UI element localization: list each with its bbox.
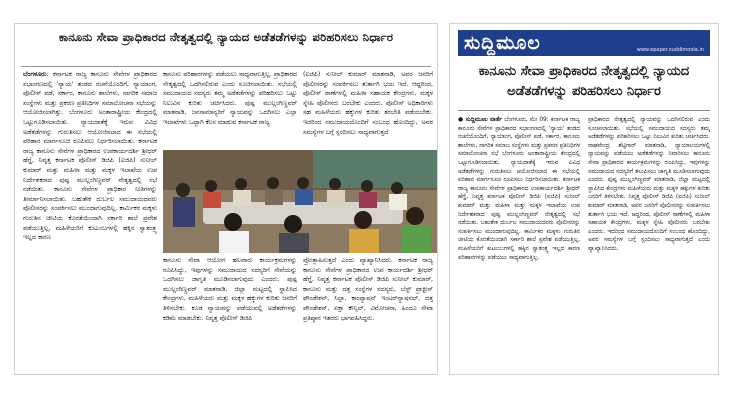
article-column-4-text: ಕಾನೂನು ಸೇವಾ ಆಯೋಗ ಹಲವಾರು ಕಾರ್ಯಕ್ರಮಗಳನ್ನು ರೂಪಿಸಿದ್ದು, ಇವುಗಳನ್ನು ಸಮುದಾಯದ ಸದಸ್ಯರಿಗೆ ಸೇವೆಯನ್ನು ಒದಗಿಸಲು ಜಾಗೃತಿ ಮೂಡಿಸಲಾಗುವುದು ಎಂದರು. ಪುಷ್ಪ ಮುಲ್ಲಂಗಿಣ್ಣವರ್ ಮಾತನಾಡಿ, ಜಿಲ್ಲಾ ಮಟ್ಟದಲ್ಲಿ ಸ್ಥಾಪಿಸಿದ ಕೇಂದ್ರಗಳು, ಮಹಿಳೆಯರು ಮತ್ತು ಮಕ್ಕಳ ಹಕ್ಕುಗಳ ಕುರಿತು ಜನರಿಗೆ ತಿಳಿಸಬೇಕು. ಕೂಡ ನ್ಯಾಯವನ್ನು ಪಡೆಯುವಲ್ಲಿ ಅಡೆತಡೆಗಳನ್ನು ಕಡಿಮೆ ಮಾಡಬೇಕು. ನಿವೃತ್ತ ಪೊಲೀಸ್ ಡಿಜಿಪಿ	[163, 257, 297, 322]
headline-divider	[21, 66, 431, 67]
clipping-headline-right: ಕಾನೂನು ಸೇವಾ ಪ್ರಾಧಿಕಾರದ ನೇತೃತ್ವದಲ್ಲಿ ನ್ಯಾಯದ ಅಡೆತಡೆಗಳನ್ನು ಪರಿಹರಿಸಲು ನಿರ್ಧಾರ	[478, 64, 690, 99]
clipping-headline: ಕಾನೂನು ಸೇವಾ ಪ್ರಾಧಿಕಾರದ ನೇತೃತ್ವದಲ್ಲಿ ನ್ಯಾಯದ ಅಡೆತಡೆಗಳನ್ನು ಪರಿಹರಿಸಲು ನಿರ್ಧಾರ	[58, 30, 394, 44]
article-column-4	[163, 256, 297, 372]
meeting-photo	[163, 150, 438, 253]
headline-divider-right	[458, 110, 710, 111]
article-column-3-text: (ಐಜಿಪಿ) ಸುನೀಲ್ ಕುಮಾರ್ ಮಾತನಾಡಿ, ಅವರ ಜನರಿಗೆ ಪೊಲೀಸರನ್ನು ಸಂಪರ್ಕಿಸಲು ತುರ್ತಾಗಿ ಭಯ ಇದೆ. ಆದ್ದರಿಂದ, ಪೊಲೀಸ್ ಠಾಣೆಗಳಲ್ಲಿ ಮಹಿಳಾ ಸಹಾಯಕ ಕೇಂದ್ರಗಳು, ಮಕ್ಕಳ ಸ್ನೇಹಿ ಪೊಲೀಸರು ಬರಬೇಕು ಎಂದರು. ಪೊಲೀಸ್ ಅಧಿಕಾರಿಗಳು ಸಹ ಮಹಿಳೆಯರು ಹಕ್ಕುಗಳ ಕುರಿತು ತರಬೇತಿ ಪಡೆಯಬೇಕು. ಇದರಿಂದ ಸಮುದಾಯದೊಂದಿಗೆ ಸಂಬಂಧ ಹೊಂದಿದ್ದು, ಅವರ ಸಮಸ್ಯೆಗಳ ಬಗ್ಗೆ ಸ್ಪಂದಿಸಲು ಸಾಧ್ಯವಾಗುತ್ತದೆ	[303, 71, 433, 136]
article-column-2	[163, 70, 297, 148]
article-column-1	[23, 70, 157, 372]
newspaper-masthead	[458, 30, 710, 56]
article-byline: ● ಸುದ್ದಿಮೂಲ ವಾರ್ತೆ	[458, 117, 503, 123]
newspaper-clipping-right	[449, 23, 719, 375]
article-column-right-2	[588, 116, 710, 370]
masthead-title: ಸುದ್ದಿಮೂಲ	[464, 32, 541, 54]
article-column-2-text: ಕಾನೂನು ಪರಿಹಾರಗಳನ್ನು ಪಡೆಯಲು ಸಾಧ್ಯವಾಗುತ್ತಿಲ್ಲ. ಪ್ರಾಧಿಕಾರದ ನೇತೃತ್ವದಲ್ಲಿ ಒದಗಿಸಲಿರುವ ಎಂದು ಸೂಚಿಸಲಾಯಿತು. ಸಭೆಯಲ್ಲಿ ಸಮುದಾಯದ ಸದಸ್ಯರು ತಮ್ಮ ಅಡೆತಡೆಗಳನ್ನು ಪರಿಹರಿಸಲು ಒಟ್ಟು ನಿಲುವಿನ ಕುರಿತು ಚರ್ಚಿಸಿದರು. ಪುಷ್ಪ ಮುಲ್ಲಂಗಿಣ್ಣವರ್ ಮಾತನಾಡಿ, ಜನಸಾಮಾನ್ಯರಿಗೆ ನ್ಯಾಯವನ್ನು ಒದಗಿಸಲು ಎಲ್ಲಾ ಇಲಾಖೆಗಳು ಒಟ್ಟಾಗಿ ಕೆಲಸ ಮಾಡುವ ಕರ್ನಾಟಕ ರಾಜ್ಯ	[163, 71, 297, 126]
article-column-1-text: : ಕರ್ನಾಟಕ ರಾಜ್ಯ ಕಾನೂನು ಸೇವೆಗಳ ಪ್ರಾಧಿಕಾರದ ಸಭಾಂಗಣದಲ್ಲಿ 'ನ್ಯಾಯ' ತಂಡದ ರಚನೆಯೊಂದಿಗೆ, ನ್ಯಾಯಾಂಗ, ಪೊಲೀಸ್ ಪಡೆ, ಸರ್ಕಾರ, ಕಾನೂನು ಶಾಲೆಗಳು, ನಾಗರಿಕ ಸಮಾಜ ಸಂಸ್ಥೆಗಳು ಮತ್ತು ಪ್ರಕರಣ ಪ್ರತಿನಿಧಿಗಳ ಸಮಾಲೋಚನಾ ಸಭೆಯನ್ನು ಆಯೋಜಿಸಲಾಗಿತ್ತು. ಬೆಂಗಳೂರು ಅಂತಾರಾಷ್ಟ್ರೀಯ ಕೇಂದ್ರದಲ್ಲಿ ಒಟ್ಟುಗೂಡಿಸಲಾಯಿತು. ನ್ಯಾಯದಾತೆಕ್ಕೆ ಇರುವ ವಿವಿಧ ಅಡೆತಡೆಗಳನ್ನು ಗುರುತಿಸಲು ಆಯೋಜಿಸಲಾದ ಈ ಸಭೆಯಲ್ಲಿ ಪರಿಹಾರ ಮಾರ್ಗಸೂಚಿ ರೂಪಿಸಲು ನಿರ್ಧರಿಸಲಾಯಿತು. ಕರ್ನಾಟಕ ರಾಜ್ಯ ಕಾನೂನು ಸೇವೆಗಳ ಪ್ರಾಧಿಕಾರದ ಉಪಕಾರ್ಯದರ್ಶಿ ಶ್ರೀಧರ್ ಹೆಗ್ಡೆ, ನಿವೃತ್ತ ಕರ್ನಾಟಕ ಪೊಲೀಸ್ ಡಿಜಿಪಿ (ಐಜಿಪಿ) ಸುನೀಲ್ ಕುಮಾರ್ ಮತ್ತು ಮಹಿಳಾ ಮತ್ತು ಮಕ್ಕಳ ಇಲಾಖೆಯ ಉಪ ನಿರ್ದೇಶಕರಾದ ಪುಷ್ಪ ಮುಲ್ಲಂಗಿಣ್ಣವರ್ ನೇತೃತ್ವದಲ್ಲಿ ಸಭೆ ನಡೆಯಿತು. ಕಾನೂನು ಸೇವೆಗಳ ಪ್ರಾಧಿಕಾರ ನೀತಿಗಳನ್ನು ತೀರ್ಮಾನಿಸಲಾಯಿತು. ಬಹುತೇಕ ದುರ್ಬಲ ಸಮುದಾಯದವರು ಪೊಲೀಸರನ್ನು ಸಂಪರ್ಕಿಸಲು ಮುಂದಾಗುವುದಿಲ್ಲ. ಕಾರ್ಮಿಕರ ಮಕ್ಕಳು ಗುರುತಿನ ಚೀಟಿಯ ಕೊರತೆಯಿಂದಾಗಿ ಸರ್ಕಾರಿ ಶಾಲೆ ಪ್ರವೇಶ ಪಡೆಯುತ್ತಿಲ್ಲ, ಮಹಿಳೆಯರಿಗೆ ಕುಟುಂಬಗಳಲ್ಲಿ ಹಕ್ಕಿನ ಸ್ವಾತಂತ್ರ್ಯ ಇಲ್ಲದ ಕಾರಣ	[23, 71, 157, 242]
article-dateline: ಬೆಂಗಳೂರು	[23, 71, 47, 78]
article-column-5-text: ಪ್ರೋತ್ಸಾಹಿಸುತ್ತದೆ ಎಂದು ವ್ಯಾಖ್ಯಾನಿಸಿದರು. ಕರ್ನಾಟಕ ರಾಜ್ಯ ಕಾನೂನು ಸೇವೆಗಳ ಪ್ರಾಧಿಕಾರದ ಉಪ ಕಾರ್ಯದರ್ಶಿ ಶ್ರೀಧರ್ ಹೆಗ್ಡೆ, ನಿವೃತ್ತ ಕರ್ನಾಟಕ ಪೊಲೀಸ್ ಡಿಜಿಪಿ ಸುನೀಲ್ ಕುಮಾರ್, ಕಾನೂನು ಮತ್ತು ದತ್ತ ಸಂಸ್ಥೆಗಳ ಸದಸ್ಯರು, ಬೆಸ್ಟ್ ಪ್ರಾಕ್ಟೀಸ್ ಫೌಂಡೇಶನ್, ಸಿಲ್ಪಾ, ಕಾಂಪ್ಯಾಷನ್ ಇಂಟರ್‌ನ್ಯಾಷನಲ್, ದತ್ತ ಪೌಂಡೇಶನ್, ಏಕ್ತಾ ಕೌನ್ಸಿಲ್, ವಿಮೋಚನಾ, ಹಿಂದೂ ಸೇವಾ ಪ್ರತಿಷ್ಠಾನ ಇತರರು ಭಾಗವಹಿಸಿದ್ದರು.	[303, 257, 433, 322]
article-column-right-2-text: ಪ್ರಾಧಿಕಾರದ ನೇತೃತ್ವದಲ್ಲಿ ನ್ಯಾಯವನ್ನು ಒದಗಿಸಲಿರುವ ಎಂದು ಸೂಚಿಸಲಾಯಿತು. ಸಭೆಯಲ್ಲಿ ಸಮುದಾಯದ ಸದಸ್ಯರು ತಮ್ಮ ಅಡೆತಡೆಗಳನ್ನು ಪರಿಹರಿಸಲು ಒಟ್ಟು ನಿಲುವಿನ ಕುರಿತು ಚರ್ಚಿಸಿದರು. ರಾಘವೇಂದ್ರ ಶೆಟ್ಟಿಗಾರ್ ಮಾತನಾಡಿ, ನ್ಯಾಯಾಲಯಗಳಲ್ಲಿ ನ್ಯಾಯವನ್ನು ಪಡೆಯಲು ಅಡೆತಡೆಗಳನ್ನು ನಿವಾರಿಸಲು ಕಾನೂನು ಸೇವಾ ಪ್ರಾಧಿಕಾರದ ಕಾರ್ಯಕ್ರಮಗಳನ್ನು ರೂಪಿಸಿದ್ದು, ಇವುಗಳನ್ನು ಸಮುದಾಯದ ಸದಸ್ಯರಿಗೆ ತಲುಪಿಸಲು ಜಾಗೃತಿ ಮೂಡಿಸಲಾಗುವುದು ಎಂದರು. ಪುಷ್ಪ ಮುಲ್ಲಂಗಿಣ್ಣವರ್ ಮಾತನಾಡಿ, ಜಿಲ್ಲಾ ಮಟ್ಟದಲ್ಲಿ ಸ್ಥಾಪಿಸಿದ ಕೇಂದ್ರಗಳು ಮಹಿಳೆಯರು ಮತ್ತು ಮಕ್ಕಳ ಹಕ್ಕುಗಳ ಕುರಿತು ಜನರಿಗೆ ತಿಳಿಸಬೇಕು. ನಿವೃತ್ತ ಪೊಲೀಸ್ ಡಿಜಿಪಿ (ಐಜಿಪಿ) ಸುನೀಲ್ ಕುಮಾರ್ ಮಾತನಾಡಿ, ಅವರ ಜನರಿಗೆ ಪೊಲೀಸರನ್ನು ಸಂಪರ್ಕಿಸಲು ತುರ್ತಾಗಿ ಭಯ ಇದೆ. ಆದ್ದರಿಂದ, ಪೊಲೀಸ್ ಠಾಣೆಗಳಲ್ಲಿ ಮಹಿಳಾ ಸಹಾಯಕ ಕೇಂದ್ರಗಳು, ಮಕ್ಕಳ ಸ್ನೇಹಿ ಪೊಲೀಸರು ಬರಬೇಕು ಎಂದರು. ಇದರಿಂದ ಸಮುದಾಯದೊಂದಿಗೆ ಸಂಬಂಧ ಹೊಂದಿದ್ದು, ಅವರ ಸಮಸ್ಯೆಗಳ ಬಗ್ಗೆ ಸ್ಪಂದಿಸಲು ಸಾಧ್ಯವಾಗುತ್ತದೆ ಎಂದು ವ್ಯಾಖ್ಯಾನಿಸಿದರು.	[588, 117, 710, 252]
article-column-3	[303, 70, 433, 148]
article-column-right-1	[458, 116, 580, 370]
newspaper-clipping-left	[14, 23, 438, 375]
masthead-url: www.epaper.suddimoola.in	[636, 47, 704, 53]
meeting-photo-illustration	[163, 150, 438, 253]
article-column-5	[303, 256, 433, 372]
article-column-right-1-text: ಬೆಂಗಳೂರು, ಮೇ 09: ಕರ್ನಾಟಕ ರಾಜ್ಯ ಕಾನೂನು ಸೇವೆಗಳ ಪ್ರಾಧಿಕಾರದ ಸಭಾಂಗಣದಲ್ಲಿ 'ನ್ಯಾಯ' ತಂಡದ ರಚನೆಯೊಂದಿಗೆ, ನ್ಯಾಯಾಂಗ, ಪೊಲೀಸ್ ಪಡೆ, ಸರ್ಕಾರ, ಕಾನೂನು ಶಾಲೆಗಳು, ನಾಗರಿಕ ಸಮಾಜ ಸಂಸ್ಥೆಗಳು ಮತ್ತು ಪ್ರಕರಣ ಪ್ರತಿನಿಧಿಗಳ ಸಮಾಲೋಚನಾ ಸಭೆ ಬೆಂಗಳೂರು ಅಂತಾರಾಷ್ಟ್ರೀಯ ಕೇಂದ್ರದಲ್ಲಿ ಒಟ್ಟುಗೂಡಿಸಲಾಯಿತು. ನ್ಯಾಯದಾತೆಕ್ಕೆ ಇರುವ ವಿವಿಧ ಅಡೆತಡೆಗಳನ್ನು ಗುರುತಿಸಲು ಆಯೋಜಿಸಲಾದ ಈ ಸಭೆಯಲ್ಲಿ ಪರಿಹಾರ ಮಾರ್ಗಸೂಚಿ ರೂಪಿಸಲು ನಿರ್ಧರಿಸಲಾಯಿತು. ಕರ್ನಾಟಕ ರಾಜ್ಯ ಕಾನೂನು ಸೇವೆಗಳ ಪ್ರಾಧಿಕಾರದ ಉಪಕಾರ್ಯದರ್ಶಿ ಶ್ರೀಧರ್ ಹೆಗ್ಡೆ, ನಿವೃತ್ತ ಕರ್ನಾಟಕ ಪೊಲೀಸ್ ಡಿಜಿಪಿ (ಐಜಿಪಿ) ಸುನೀಲ್ ಕುಮಾರ್ ಮತ್ತು ಮಹಿಳಾ ಮತ್ತು ಮಕ್ಕಳ ಇಲಾಖೆಯ ಉಪ ನಿರ್ದೇಶಕರಾದ ಪುಷ್ಪ ಮುಲ್ಲಂಗಿಣ್ಣವರ್ ನೇತೃತ್ವದಲ್ಲಿ ಸಭೆ ನಡೆಯಿತು. ಬಹುತೇಕ ದುರ್ಬಲ ಸಮುದಾಯದವರು ಪೊಲೀಸರನ್ನು ಸಂಪರ್ಕಿಸಲು ಮುಂದಾಗುವುದಿಲ್ಲ. ಕಾರ್ಮಿಕರ ಮಕ್ಕಳು ಗುರುತಿನ ಚೀಟಿಯ ಕೊರತೆಯಿಂದಾಗಿ ಸರ್ಕಾರಿ ಶಾಲೆ ಪ್ರವೇಶ ಪಡೆಯುತ್ತಿಲ್ಲ, ಮಹಿಳೆಯರಿಗೆ ಕುಟುಂಬಗಳಲ್ಲಿ ಹಕ್ಕಿನ ಸ್ವಾತಂತ್ರ್ಯ ಇಲ್ಲದ ಕಾರಣ ಪರಿಹಾರಗಳನ್ನು ಪಡೆಯಲು ಸಾಧ್ಯವಾಗುತ್ತಿಲ್ಲ.	[458, 117, 580, 261]
